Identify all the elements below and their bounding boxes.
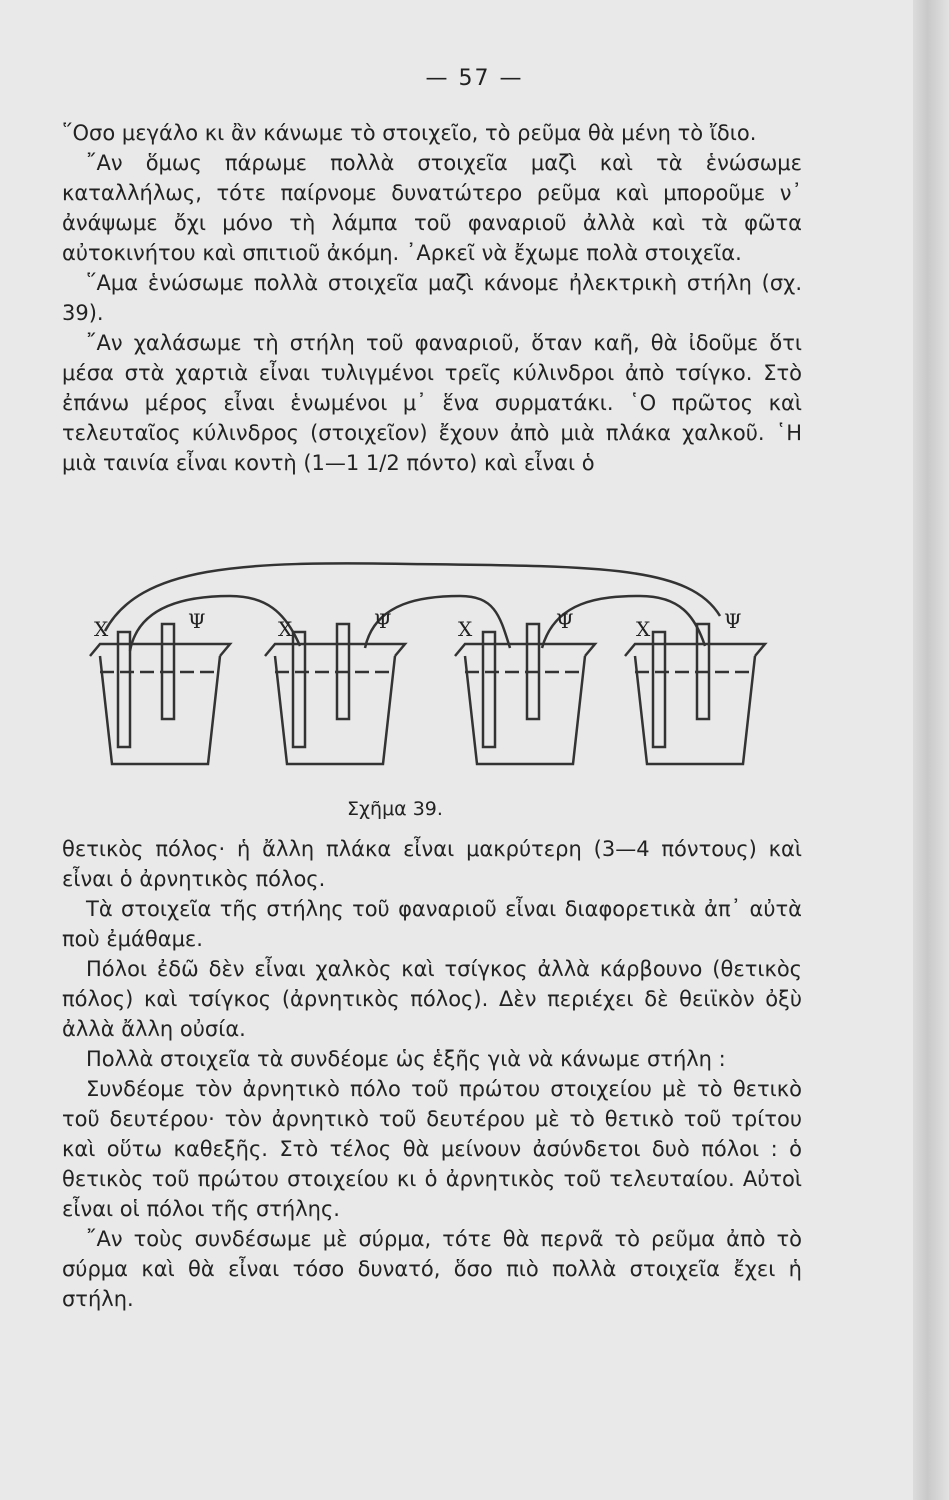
page-number: — 57 — <box>425 66 524 91</box>
cell-2 <box>265 624 405 764</box>
paragraph: Συνδέομε τὸν ἀρνητικὸ πόλο τοῦ πρώτου στοιχείου μὲ τὸ θετικὸ τοῦ δευτέρου· τὸν ἀρνητικὸ τοῦ δευτέρου μὲ τὸ θετικὸ τοῦ τρίτου καὶ οὕτω καθεξῆς. Στὸ τέλος θὰ μείνουν ἀσύνδετοι δυὸ πόλοι : ὁ θετικὸς τοῦ πρώτου στοιχείου κι ὁ ἀρνητικὸς τοῦ τελευταίου. Αὐτοὶ εἶναι οἱ πόλοι τῆς στήλης. <box>62 1077 802 1221</box>
paragraph: Τὰ στοιχεῖα τῆς στήλης τοῦ φαναριοῦ εἶναι διαφορετικὰ ἀπ᾿ αὐτὰ ποὺ ἐμάθαμε. <box>62 897 802 951</box>
paragraph: ῞Αμα ἑνώσωμε πολλὰ στοιχεῖα μαζὶ κάνομε ἠλεκτρικὴ στήλη (σχ. 39). <box>62 271 802 325</box>
paragraph: ῎Αν χαλάσωμε τὴ στήλη τοῦ φαναριοῦ, ὅταν καῆ, θὰ ἰδοῦμε ὅτι μέσα στὰ χαρτιὰ εἶναι τυλιγμένοι τρεῖς κύλινδροι ἀπὸ τσίγκο. Στὸ ἐπάνω μέρος εἶναι ἑνωμένοι μ᾿ ἕνα συρματάκι. ῾Ο πρῶτος καὶ τελευταῖος κύλινδρος (στοιχεῖον) ἔχουν ἀπὸ μιὰ πλάκα χαλκοῦ. ῾Η μιὰ ταινία εἶναι κοντὴ (1—1 1/2 πόντο) καὶ εἶναι ὁ <box>62 331 802 475</box>
paragraph: θετικὸς πόλος· ἡ ἄλλη πλάκα εἶναι μακρύτερη (3—4 πόντους) καὶ εἶναι ὁ ἀρνητικὸς πόλος. <box>62 837 802 891</box>
pole-label-x: Χ <box>94 617 109 641</box>
paragraph: ῞Οσο μεγάλο κι ἂν κάνωμε τὸ στοιχεῖο, τὸ ρεῦμα θὰ μένη τὸ ἴδιο. <box>62 121 757 145</box>
paragraph: ῎Αν τοὺς συνδέσωμε μὲ σύρμα, τότε θὰ περνᾶ τὸ ρεῦμα ἀπὸ τὸ σύρμα καὶ θὰ εἶναι τόσο δυνατό, ὅσο πιὸ πολλὰ στοιχεῖα ἔχει ἡ στήλη. <box>62 1227 802 1311</box>
pole-label-psi: Ψ <box>188 609 206 633</box>
paragraph: ῎Αν ὅμως πάρωμε πολλὰ στοιχεῖα μαζὶ καὶ τὰ ἑνώσωμε καταλλήλως, τότε παίρνομε δυνατώτερο ρεῦμα καὶ μποροῦμε ν᾿ ἀνάψωμε ὄχι μόνο τὴ λάμπα τοῦ φαναριοῦ ἀλλὰ καὶ τὰ φῶτα αὐτοκινήτου καὶ σπιτιοῦ ἀκόμη. ᾿Αρκεῖ νὰ ἔχωμε πολὰ στοιχεῖα. <box>62 151 802 265</box>
figure-caption: Σχῆμα 39. <box>347 798 443 820</box>
paragraph: Πόλοι ἐδῶ δὲν εἶναι χαλκὸς καὶ τσίγκος ἀλλὰ κάρβουνο (θετικὸς πόλος) καὶ τσίγκος (ἀρνητικὸς πόλος). Δὲν περιέχει δὲ θειϊκὸν ὀξὺ ἀλλὰ ἄλλη οὐσία. <box>62 957 802 1041</box>
text-block-top <box>62 118 802 478</box>
pole-label-x: Χ <box>458 617 473 641</box>
pole-label-psi: Ψ <box>556 609 574 633</box>
text-block-bottom <box>62 834 802 1314</box>
cell-1 <box>90 624 230 764</box>
cell-3 <box>455 624 595 764</box>
cell-4 <box>625 624 765 764</box>
pole-label-x: Χ <box>636 617 651 641</box>
figure-39-battery-diagram <box>80 556 780 796</box>
battery-illustration <box>80 556 780 796</box>
pole-label-x: Χ <box>278 617 293 641</box>
paragraph: Πολλὰ στοιχεῖα τὰ συνδέομε ὡς ἑξῆς γιὰ νὰ κάνωμε στήλη : <box>86 1047 726 1071</box>
page-edge-shadow <box>913 0 949 1500</box>
pole-label-psi: Ψ <box>374 609 392 633</box>
pole-label-psi: Ψ <box>724 609 742 633</box>
